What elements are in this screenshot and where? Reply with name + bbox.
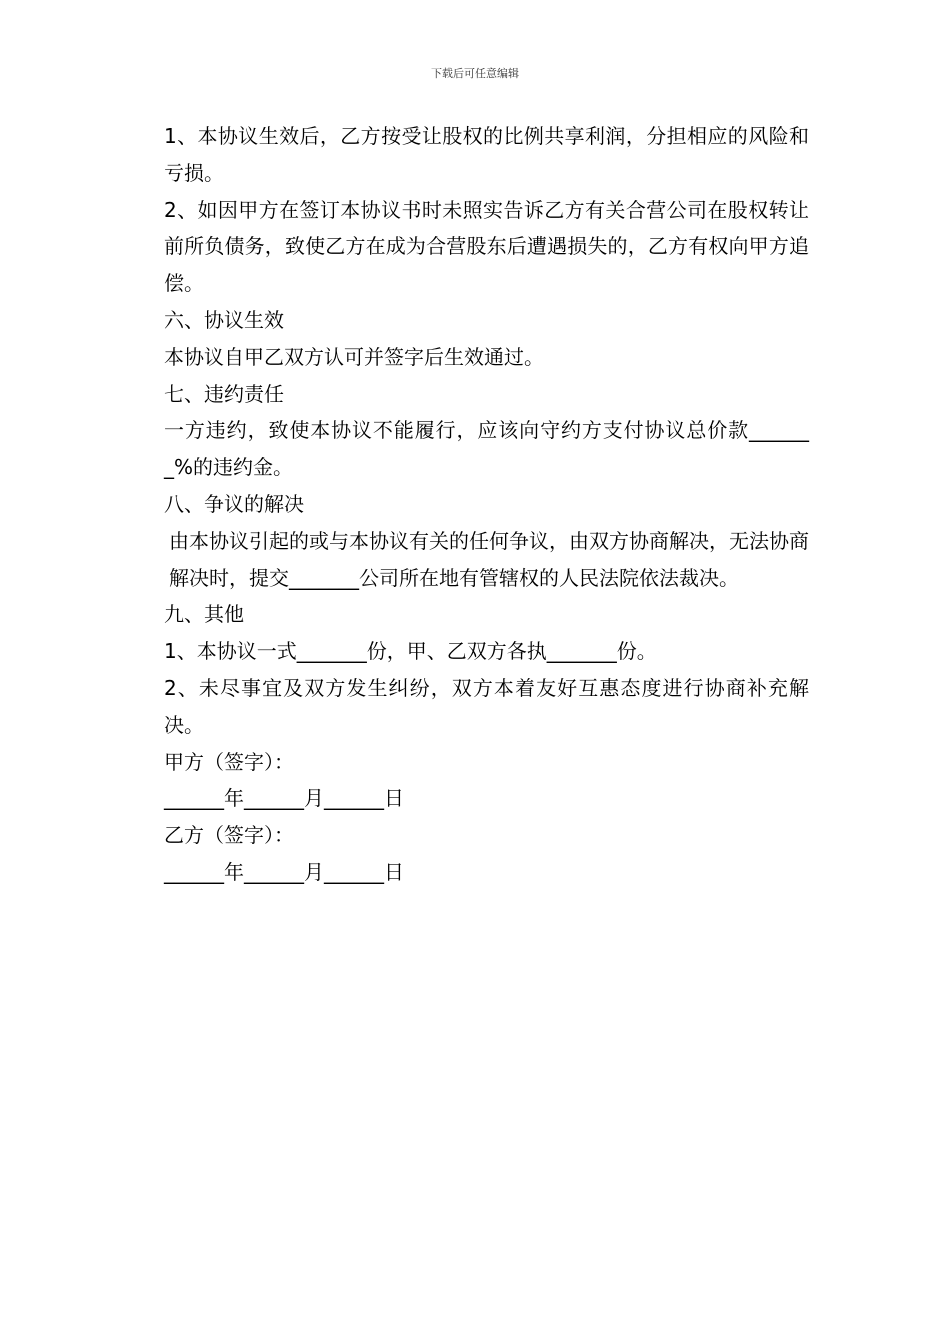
- clause-unresolved-matters: 2、未尽事宜及双方发生纠纷，双方本着友好互惠态度进行协商补充解决。: [164, 675, 809, 737]
- page-header: 下载后可任意编辑: [431, 67, 519, 80]
- party-b-date-line: ______年______月______日: [164, 859, 404, 884]
- party-a-signature-label: 甲方（签字）：: [164, 749, 294, 774]
- section-heading-other: 九、其他: [164, 602, 244, 627]
- section-heading-breach: 七、违约责任: [164, 381, 284, 406]
- section-heading-dispute: 八、争议的解决: [164, 491, 304, 516]
- clause-breach-penalty: 一方违约，致使本协议不能履行，应该向守约方支付协议总价款_______%的违约金。: [164, 418, 809, 480]
- clause-profit-sharing: 1、本协议生效后，乙方按受让股权的比例共享利润，分担相应的风险和亏损。: [164, 124, 809, 185]
- document-body: [144, 118, 809, 891]
- clause-effectiveness: 本协议自甲乙双方认可并签字后生效通过。: [164, 344, 544, 369]
- clause-copies: 1、本协议一式_______份，甲、乙双方各执_______份。: [164, 639, 657, 664]
- clause-dispute-resolution: 由本协议引起的或与本协议有关的任何争议，由双方协商解决，无法协商解决时，提交_______公司所在地有管辖权的人民法院依法裁决。: [169, 528, 809, 590]
- clause-debt-compensation: 2、如因甲方在签订本协议书时未照实告诉乙方有关合营公司在股权转让前所负债务，致使乙方在成为合营股东后遭遇损失的，乙方有权向甲方追偿。: [164, 197, 809, 296]
- party-b-signature-label: 乙方（签字）：: [164, 823, 294, 848]
- party-a-date-line: ______年______月______日: [164, 786, 404, 811]
- section-heading-effectiveness: 六、协议生效: [164, 307, 284, 332]
